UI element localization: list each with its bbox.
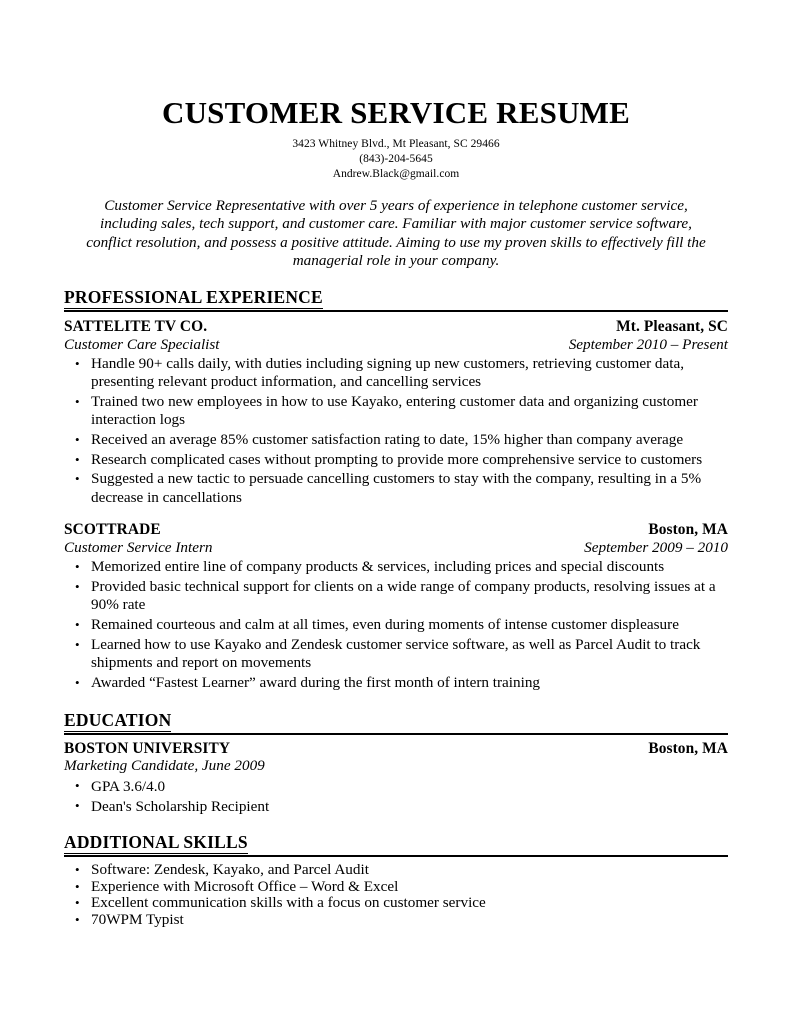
list-item: • 70WPM Typist xyxy=(64,912,728,928)
experience-entry xyxy=(64,521,728,692)
skills-bullet-list xyxy=(64,862,728,928)
section-heading-rule xyxy=(64,710,728,735)
list-item: • Trained two new employees in how to use Kayako, entering customer data and organizing customer interaction logs xyxy=(64,393,728,430)
contact-block xyxy=(64,137,728,182)
degree-line: Marketing Candidate, June 2009 xyxy=(64,757,265,775)
profile-summary: Customer Service Representative with over 5 years of experience in telephone customer service, including sales, tech support, and customer care. Familiar with major customer service software, conflict resolution, and possess a positive attitude. Aiming to use my proven skills to effectively fill the managerial role in your company. xyxy=(86,196,706,270)
list-item: • Remained courteous and calm at all times, even during moments of intense customer displeasure xyxy=(64,616,728,635)
section-heading-rule xyxy=(64,832,728,857)
education-entry-header xyxy=(64,740,728,757)
resume-content xyxy=(64,0,728,928)
list-item: • Provided basic technical support for clients on a wide range of company products, resolving issues at a 90% rate xyxy=(64,578,728,615)
page-title: CUSTOMER SERVICE RESUME xyxy=(161,95,631,130)
list-item: • GPA 3.6/4.0 xyxy=(64,777,728,797)
contact-address: 3423 Whitney Blvd., Mt Pleasant, SC 29466 xyxy=(292,137,500,150)
list-item: • Experience with Microsoft Office – Word & Excel xyxy=(64,879,728,895)
section-education xyxy=(64,710,728,816)
section-professional-experience xyxy=(64,287,728,693)
education-entry xyxy=(64,740,728,816)
section-heading-label: ADDITIONAL SKILLS xyxy=(64,832,248,853)
school-name: BOSTON UNIVERSITY xyxy=(64,740,231,758)
list-item: • Received an average 85% customer satisfaction rating to date, 15% higher than company average xyxy=(64,431,728,450)
experience-entry xyxy=(64,318,728,508)
job-title: Customer Service Intern xyxy=(64,539,213,557)
school-location: Boston, MA xyxy=(648,740,728,758)
list-item: • Dean's Scholarship Recipient xyxy=(64,797,728,817)
list-item: • Research complicated cases without prompting to provide more comprehensive service to customers xyxy=(64,451,728,470)
employer-location: Boston, MA xyxy=(648,521,728,539)
job-dates: September 2009 – 2010 xyxy=(584,539,728,557)
contact-email: Andrew.Black@gmail.com xyxy=(332,167,460,180)
experience-entry-subheader xyxy=(64,336,728,353)
job-title: Customer Care Specialist xyxy=(64,335,220,353)
experience-entry-subheader xyxy=(64,539,728,556)
employer-location: Mt. Pleasant, SC xyxy=(616,317,728,335)
list-item: • Awarded “Fastest Learner” award during the first month of intern training xyxy=(64,674,728,693)
employer-name: SCOTTRADE xyxy=(64,521,161,539)
employer-name: SATTELITE TV CO. xyxy=(64,317,208,335)
list-item: • Handle 90+ calls daily, with duties including signing up new customers, retrieving customer data, presenting relevant product information, and cancelling services xyxy=(64,355,728,392)
experience-bullet-list xyxy=(64,558,728,692)
education-bullet-list xyxy=(64,777,728,816)
section-heading-rule xyxy=(64,287,728,312)
list-item: • Software: Zendesk, Kayako, and Parcel Audit xyxy=(64,862,728,878)
list-item: • Excellent communication skills with a focus on customer service xyxy=(64,895,728,911)
experience-entry-header xyxy=(64,318,728,335)
job-dates: September 2010 – Present xyxy=(568,335,728,353)
contact-phone: (843)-204-5645 xyxy=(359,152,433,165)
experience-bullet-list xyxy=(64,355,728,508)
list-item: • Suggested a new tactic to persuade cancelling customers to stay with the company, resulting in a 5% decrease in cancellations xyxy=(64,470,728,507)
section-heading-label: EDUCATION xyxy=(64,710,172,731)
list-item: • Learned how to use Kayako and Zendesk customer service software, as well as Parcel Audit to track shipments and report on movements xyxy=(64,636,728,673)
experience-entry-header xyxy=(64,521,728,538)
skills-list-wrap xyxy=(64,862,728,928)
section-additional-skills xyxy=(64,832,728,928)
list-item: • Memorized entire line of company products & services, including prices and special discounts xyxy=(64,558,728,577)
section-heading-label: PROFESSIONAL EXPERIENCE xyxy=(64,286,323,307)
